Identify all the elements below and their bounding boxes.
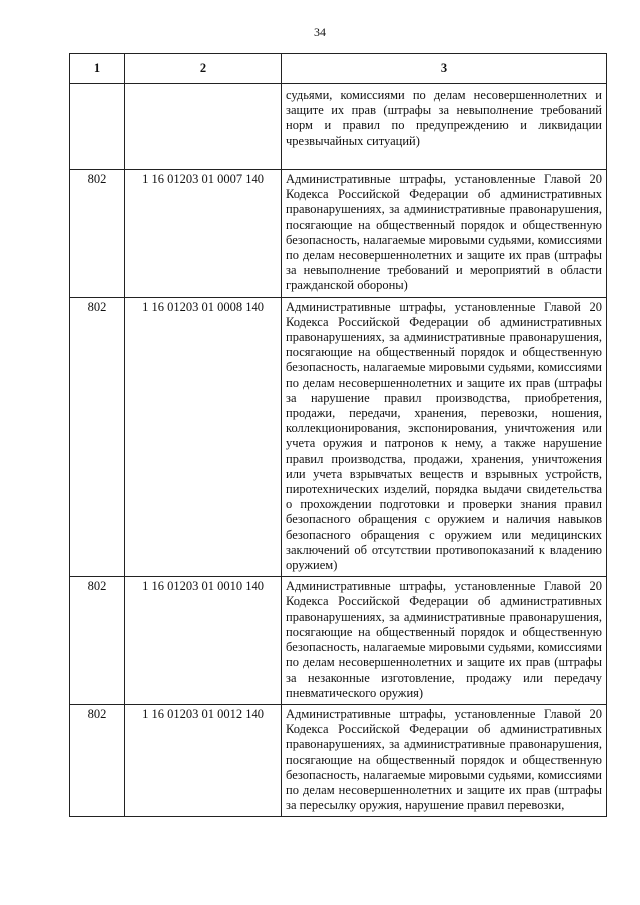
budget-classification-table <box>69 53 607 817</box>
budget-classification-code: 1 16 01203 01 0007 140 <box>125 170 282 298</box>
table-row <box>70 704 607 816</box>
revenue-description: Административные штрафы, установленные Главой 20 Кодекса Российской Федерации об административных правонарушениях, за административные правонарушения, посягающие на общественный порядок и общественную безопасность, налагаемые мировыми судьями, комиссиями по делам несовершеннолетних и защите их прав (штрафы за пересылку оружия, нарушение правил перевозки, <box>282 704 607 816</box>
header-col-3: 3 <box>282 54 607 84</box>
revenue-description: Административные штрафы, установленные Главой 20 Кодекса Российской Федерации об административных правонарушениях, за административные правонарушения, посягающие на общественный порядок и общественную безопасность, налагаемые мировыми судьями, комиссиями по делам несовершеннолетних и защите их прав (штрафы за невыполнение требований и мероприятий в области гражданской обороны) <box>282 170 607 298</box>
table-row <box>70 577 607 705</box>
budget-classification-code: 1 16 01203 01 0010 140 <box>125 577 282 705</box>
revenue-description: Административные штрафы, установленные Главой 20 Кодекса Российской Федерации об административных правонарушениях, за административные правонарушения, посягающие на общественный порядок и общественную безопасность, налагаемые мировыми судьями, комиссиями по делам несовершеннолетних и защите их прав (штрафы за незаконные изготовление, продажу или передачу пневматического оружия) <box>282 577 607 705</box>
continuation-code-cell <box>70 84 125 170</box>
table-row <box>70 297 607 577</box>
table-row-continuation <box>70 84 607 170</box>
budget-classification-code: 1 16 01203 01 0012 140 <box>125 704 282 816</box>
admin-code: 802 <box>70 704 125 816</box>
page-number: 34 <box>314 25 326 39</box>
header-col-1: 1 <box>70 54 125 84</box>
admin-code: 802 <box>70 170 125 298</box>
table-header-row <box>70 54 607 84</box>
table-row <box>70 170 607 298</box>
header-col-2: 2 <box>125 54 282 84</box>
budget-classification-code: 1 16 01203 01 0008 140 <box>125 297 282 577</box>
revenue-description: Административные штрафы, установленные Главой 20 Кодекса Российской Федерации об административных правонарушениях, за административные правонарушения, посягающие на общественный порядок и общественную безопасность, налагаемые мировыми судьями, комиссиями по делам несовершеннолетних и защите их прав (штрафы за нарушение правил производства, приобретения, продажи, передачи, хранения, перевозки, ношения, коллекционирования, экспонирования, уничтожения или учета оружия и патронов к нему, а также нарушение правил производства, продажи, хранения, уничтожения или учета взрывчатых веществ и взрывных устройств, пиротехнических изделий, порядка выдачи свидетельства о прохождении подготовки и проверки знания правил безопасного обращения с оружием и наличия навыков безопасного обращения с оружием или медицинских заключений об отсутствии противопоказаний к владению оружием) <box>282 297 607 577</box>
continuation-kbk-cell <box>125 84 282 170</box>
continuation-description: судьями, комиссиями по делам несовершеннолетних и защите их прав (штрафы за невыполнение требований норм и правил по предупреждению и ликвидации чрезвычайных ситуаций) <box>282 84 607 170</box>
admin-code: 802 <box>70 577 125 705</box>
admin-code: 802 <box>70 297 125 577</box>
